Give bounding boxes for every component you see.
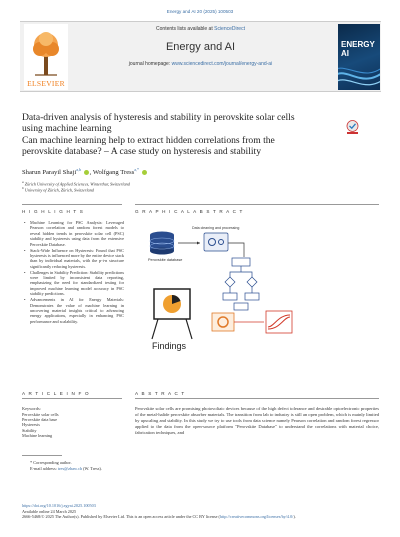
orcid-icon[interactable] — [84, 170, 89, 175]
divider — [22, 398, 122, 399]
footnote-divider — [22, 455, 62, 456]
homepage-link[interactable]: www.sciencedirect.com/journal/energy-and-ai — [171, 61, 273, 67]
cover-title-ai: AI — [341, 48, 349, 58]
elsevier-logo[interactable] — [24, 24, 68, 90]
processing-gears-icon — [204, 233, 228, 251]
abstract-text: Perovskite solar cells are promising photovoltaic devices because of the high defect tolerance and desirable optoelectronic properties of the metal-halide perovskite absorber materials. The transition from lab to industry is still an open problem, which is mainly limited by upscaling and stability. In this study we try to use tools from data science namely Pearson correlation and random forest regressor applied to the data from the open-source platform "Perovskite Database" to understand the correlations with material choice, fabrication techniques, and — [135, 406, 379, 435]
doi-link[interactable]: https://doi.org/10.1016/j.egyai.2025.100503 — [22, 503, 96, 508]
article-info-heading: A R T I C L E I N F O — [22, 391, 90, 396]
contents-prefix: Contents lists available at — [156, 26, 213, 32]
author-1-affiliation-marks: a,b — [76, 167, 81, 172]
keyword-item: Stability — [22, 427, 37, 433]
title-line-3: Can machine learning help to extract hidden correlations from the — [22, 134, 275, 146]
highlight-item: • Machine Learning for PSC Analysis: Leveraged Pearson correlation and random forest models to reveal hidden trends in perovskite solar cell (PSC) stability and hysteresis using data from the extensive Perovskite Database. — [24, 220, 124, 247]
license-link[interactable]: http://creativecommons.org/licenses/by/4.0/ — [219, 514, 294, 520]
divider — [135, 204, 379, 205]
author-2-name[interactable]: Wolfgang Tress — [92, 169, 135, 177]
keywords-heading: Keywords: — [22, 406, 41, 411]
contents-line — [20, 26, 381, 32]
presentation-board-icon — [152, 289, 192, 339]
license-suffix: ). — [293, 514, 296, 520]
corresponding-author-note: * Corresponding author. — [30, 460, 72, 465]
journal-reference[interactable]: Energy and AI 20 (2025) 100503 — [166, 9, 234, 14]
graphical-abstract-heading: G R A P H I C A L A B S T R A C T — [135, 209, 244, 214]
database-label: Perovskite database — [148, 258, 183, 262]
email-line — [22, 466, 102, 472]
email-link[interactable]: tres@zhaw.ch — [57, 466, 83, 471]
highlights-heading: H I G H L I G H T S — [22, 209, 85, 214]
affiliation-a-mark: a — [22, 180, 24, 184]
orcid-icon[interactable] — [142, 170, 147, 175]
sciencedirect-link[interactable]: ScienceDirect — [214, 26, 245, 32]
journal-homepage — [20, 61, 381, 67]
keywords-block — [22, 406, 122, 438]
availability-date: Available online 24 March 2025 — [22, 508, 77, 514]
email-label: E-mail address: — [30, 466, 57, 471]
highlight-item: • Advancements in AI for Energy Materials: Demonstrates the value of machine learning in uncovering material insights critical to advancing energy applications, especially in enhancing PSC performance and scalability. — [24, 297, 124, 324]
publisher-name: ELSEVIER — [27, 79, 65, 88]
keyword-item: Perovskite data base — [22, 417, 58, 423]
email-suffix: (W. Tress). — [83, 466, 102, 471]
article-footer — [22, 503, 382, 520]
hysteresis-curve-icon — [266, 311, 292, 333]
footnote — [22, 460, 102, 472]
cover-swirl-graphic — [338, 58, 380, 90]
affiliation-b-mark: b — [22, 186, 24, 190]
arrow-icon — [228, 243, 244, 257]
highlight-item: • Challenges in Stability Prediction: Stability predictions were limited by inconsistent data reporting, emphasizing the need for standardized testing for improved machine learning model accuracy in PSC stability predictions. — [24, 270, 124, 297]
cover-title — [341, 41, 375, 58]
sample-image-icon — [212, 313, 234, 331]
cover-title-energy: ENERGY — [341, 40, 375, 49]
keyword-item: Perovskite solar cells — [22, 411, 59, 417]
article-title — [22, 112, 340, 158]
affiliation-a-text: Zürich University of Applied Sciences, Winterthur, Switzerland — [24, 181, 130, 187]
random-forest-tree-icon — [223, 258, 259, 310]
graphical-abstract-figure[interactable] — [134, 215, 378, 377]
author-1-name[interactable]: Sharun Parayil Shaji — [22, 169, 77, 177]
journal-cover[interactable] — [338, 24, 380, 90]
title-line-4: perovskite database? – A case study on hysteresis and stability — [22, 146, 261, 158]
affiliation-b — [22, 186, 94, 192]
author-list — [22, 167, 148, 176]
license-prefix: 2666-5468/© 2025 The Author(s). Published by Elsevier Ltd. This is an open access article under the CC BY license ( — [22, 514, 220, 520]
highlight-item: • Stack-Wide Influence on Hysteresis: Found that PSC hysteresis is influenced more by the entire device stack than by individual materials, with the p-i-n structure significantly reducing hysteresis. — [24, 248, 124, 270]
title-line-2: using machine learning — [22, 123, 112, 135]
highlights-list — [24, 220, 124, 325]
affiliation-b-text: University of Zürich, Zürich, Switzerland — [24, 187, 94, 193]
arrowhead-icon — [197, 242, 200, 245]
database-icon — [150, 232, 174, 255]
author-separator: , — [89, 169, 92, 177]
keyword-item: Hysteresis — [22, 422, 40, 428]
abstract-heading: A B S T R A C T — [135, 391, 186, 396]
check-for-updates-icon[interactable] — [346, 120, 359, 135]
findings-label: Findings — [152, 341, 187, 351]
divider — [135, 398, 379, 399]
homepage-prefix: journal homepage: — [128, 61, 171, 67]
title-line-1: Data-driven analysis of hysteresis and stability in perovskite solar cells — [22, 112, 295, 123]
author-2-affiliation-marks: a,* — [134, 167, 140, 172]
license-line — [22, 514, 382, 520]
journal-name: Energy and AI — [165, 41, 236, 53]
processing-label: Data cleaning and processing — [192, 226, 240, 230]
journal-masthead — [20, 21, 381, 92]
keyword-item: Machine learning — [22, 432, 53, 438]
divider — [22, 204, 122, 205]
